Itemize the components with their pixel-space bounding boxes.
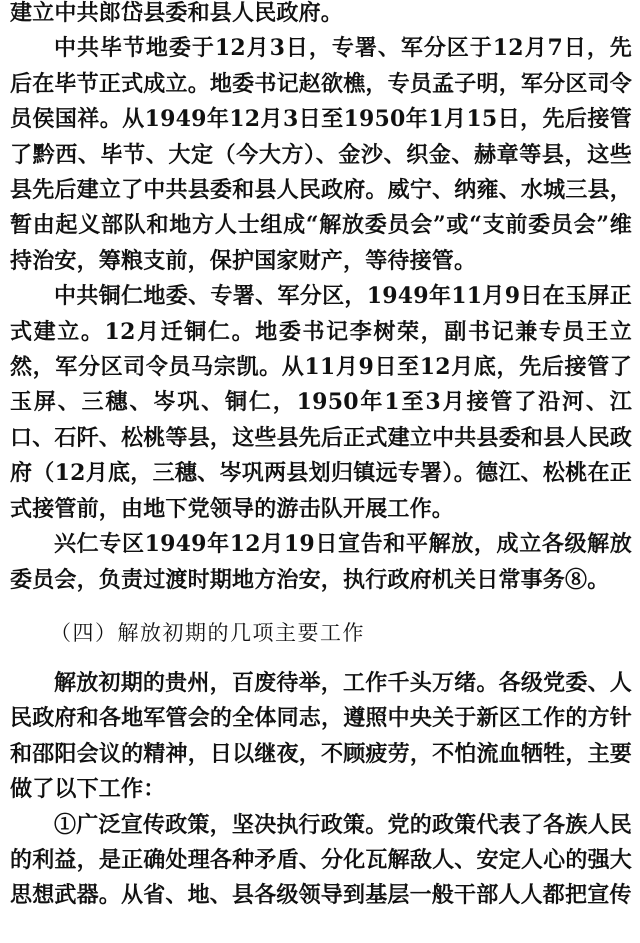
paragraph-tongren: 中共铜仁地委、专署、军分区，1949年11月9日在玉屏正式建立。12月迁铜仁。地委书记李树荣，副书记兼专员王立然，军分区司令员马宗凯。从11月9日至12月底，先后接管了玉屏、三穗、岑巩、铜仁，1950年1至3月接管了沿河、江口、石阡、松桃等县，这些县先后正式建立中共县委和县人民政府（12月底，三穗、岑巩两县划归镇远专署）。德江、松桃在正式接管前，由地下党领导的游击队开展工作。 — [10, 283, 632, 522]
paragraph-early-liberation: 解放初期的贵州，百废待举，工作千头万绪。各级党委、人民政府和各地军管会的全体同志，遵照中央关于新区工作的方针和邵阳会议的精神，日以继夜，不顾疲劳，不怕流血牺牲，主要做了以下工作： — [10, 669, 632, 803]
paragraph-bijie: 中共毕节地委于12月3日，专署、军分区于12月7日，先后在毕节正式成立。地委书记赵欲樵，专员孟子明，军分区司令员侯国祥。从1949年12月3日至1950年1月15日，先后接管了黔西、毕节、大定（今大方）、金沙、织金、赫章等县，这些县先后建立了中共县委和县人民政府。威宁、纳雍、水城三县，暂由起义部队和地方人士组成“解放委员会”或“支前委员会”维持治安，筹粮支前，保护国家财产，等待接管。 — [10, 35, 632, 274]
paragraph-policy-propaganda: ①广泛宣传政策，坚决执行政策。党的政策代表了各族人民的利益，是正确处理各种矛盾、分化瓦解敌人、安定人心的强大思想武器。从省、地、县各级领导到基层一般干部人人都把宣传 — [10, 811, 632, 909]
paragraph-xingren: 兴仁专区1949年12月19日宣告和平解放，成立各级解放委员会，负责过渡时期地方治安，执行政府机关日常事务⑧。 — [10, 531, 632, 593]
paragraph-continuation: 建立中共郎岱县委和县人民政府。 — [10, 0, 344, 26]
section-heading: （四）解放初期的几项主要工作 — [50, 620, 365, 645]
